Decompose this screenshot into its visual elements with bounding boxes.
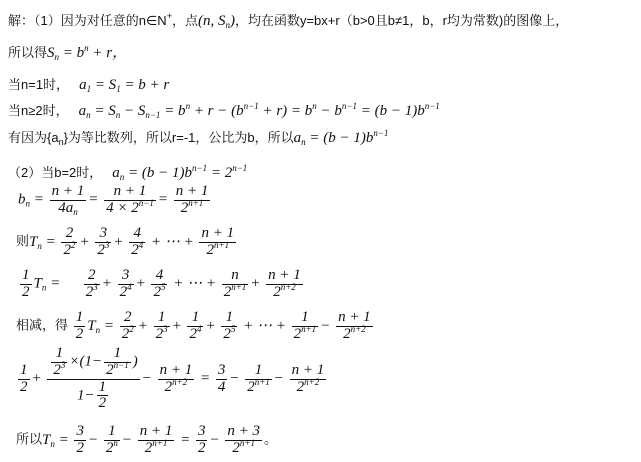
- part-2-heading: （2）当b=2时，: [8, 165, 103, 180]
- text: 有因为{a: [8, 130, 59, 145]
- fraction: $\frac{4}{2^4}$: [131, 225, 144, 258]
- formula-sn: $S_n = b^n + r$，: [47, 43, 128, 62]
- formula-general-term: $a_n = (b - 1)b^{n-1}$: [293, 128, 389, 147]
- formula-an: $a_n = S_n - S_{n-1} = b^n + r - (b^{n-1} + r) = b^n - b^{n-1} = (b - 1)b^{n-1}$: [78, 101, 440, 120]
- fraction: $\frac{1}{2^4}$: [189, 309, 202, 342]
- fraction: $\frac{3}{2}$: [197, 423, 206, 456]
- text: ，点: [171, 13, 198, 28]
- solution-line-1: [8, 11, 569, 30]
- fraction: $\frac{n}{2^{n+1}}$: [223, 267, 247, 300]
- fraction-half: $\frac{1}{2}$: [22, 267, 30, 300]
- text: 所以得: [8, 45, 48, 60]
- text: 相减，得: [16, 317, 69, 333]
- formula-an-b2: $a_n = (b - 1)b^{n-1} = 2^{n-1}$: [112, 163, 248, 182]
- fraction: $\frac{1}{2^{n+1}}$: [247, 361, 270, 395]
- condition-text: ，均在函数y=bx+r（b>0且b≠1，b，r均为常数)的图像上，: [234, 13, 569, 28]
- math-point: (n, $S_n$): [197, 13, 235, 30]
- solution-line-11: $\frac{1}{2}$ + $\frac{1}{2^3}$ ×(1− $\frac{1}{2^{n-1}}$ ) 1− $\frac{1}{2}$ − $\frac{n + 1}{2^{n+2}}$ = $\frac{3}{4}$ − $\frac{1}{2^{n+1}}$ − $\frac{n + 1}{2^{n+2}}$: [20, 345, 325, 412]
- fraction-half: $\frac{1}{2}$: [20, 361, 28, 395]
- fraction: $\frac{2}{2^2}$: [63, 225, 76, 258]
- solution-line-9: $\frac{1}{2}$ $T_n$ = $\frac{2}{2^3}$ + $\frac{3}{2^4}$ + $\frac{4}{2^5}$ + ⋯ + $\frac{n}{2^{n+1}}$ + $\frac{n + 1}{2^{n+2}}$: [22, 267, 301, 300]
- fraction: $\frac{n + 1}{2^{n+1}}$: [175, 183, 209, 216]
- formula-a1: $a_1 = S_1 = b + r$: [79, 77, 170, 94]
- solution-line-10: 相减，得 $\frac{1}{2}$ $T_n$ = $\frac{2}{2^2}$ + $\frac{1}{2^3}$ + $\frac{1}{2^4}$ + $\frac{1}{2^5}$ + ⋯ + $\frac{1}{2^{n+1}}$ − $\frac{n + 1}{2^{n+2}}$: [16, 309, 371, 342]
- fraction: $\frac{n + 1}{2^{n+2}}$: [159, 361, 193, 395]
- solution-line-4: [8, 101, 440, 120]
- fraction: $\frac{1}{2^{n+1}}$: [293, 309, 317, 342]
- compound-fraction: $\frac{1}{2^3}$ ×(1− $\frac{1}{2^{n-1}}$ ) 1− $\frac{1}{2}$: [47, 346, 139, 412]
- text: 所以: [16, 431, 43, 447]
- text: 。: [263, 431, 277, 447]
- superscript: +: [166, 11, 172, 21]
- fraction: $\frac{1}{2^n}$: [105, 423, 118, 456]
- fraction: $\frac{n + 1}{2^{n+2}}$: [291, 361, 325, 395]
- fraction: $\frac{1}{2^3}$: [155, 309, 168, 342]
- intro-text: 解：（1）因为对任意的n∈N: [8, 13, 167, 28]
- fraction: $\frac{2}{2^2}$: [121, 309, 134, 342]
- fraction: $\frac{1}{2^5}$: [223, 309, 236, 342]
- text: 则: [16, 233, 30, 249]
- fraction-half: $\frac{1}{2}$: [75, 309, 84, 342]
- solution-line-5: 有因为$\{a_n\}$为等比数列，所以r=-1，公比为b，所以$a_n = (b - 1)b^{n-1}$: [8, 128, 389, 147]
- fraction: $\frac{3}{2^4}$: [119, 267, 132, 300]
- fraction: $\frac{2}{2^3}$: [85, 267, 98, 300]
- solution-line-2: [8, 43, 128, 62]
- fraction: $\frac{n + 3}{2^{n+1}}$: [227, 423, 260, 456]
- solution-line-8: 则$T_n$ = $\frac{2}{2^2}$ + $\frac{3}{2^3}$ + $\frac{4}{2^4}$ + ⋯ + $\frac{n + 1}{2^{n+1}}$: [16, 225, 235, 258]
- fraction: $\frac{n + 1}{4 \times 2^{n-1}}$: [106, 183, 154, 216]
- fraction: $\frac{n + 1}{2^{n+1}}$: [201, 225, 235, 258]
- text: }为等比数列，所以r=-1，公比为b，所以: [63, 130, 294, 145]
- solution-line-7: $b_n$ = $\frac{n + 1}{4a_n}$ = $\frac{n + 1}{4 \times 2^{n-1}}$ = $\frac{n + 1}{2^{n+1}}$: [18, 183, 209, 217]
- fraction: $\frac{n + 1}{2^{n+2}}$: [268, 267, 301, 300]
- fraction: $\frac{n + 1}{2^{n+2}}$: [338, 309, 371, 342]
- text: 当n≥2时，: [8, 103, 69, 118]
- solution-line-6: [8, 163, 248, 182]
- fraction: $\frac{3}{2}$: [76, 423, 84, 456]
- solution-line-3: [8, 78, 169, 93]
- solution-line-12: 所以$T_n$ = $\frac{3}{2}$ − $\frac{1}{2^n}$ − $\frac{n + 1}{2^{n+1}}$ = $\frac{3}{2}$ − $\frac{n + 3}{2^{n+1}}$ 。: [16, 423, 277, 456]
- fraction: $\frac{n + 1}{2^{n+1}}$: [139, 423, 173, 456]
- text: 当n=1时，: [8, 77, 70, 92]
- fraction: $\frac{4}{2^5}$: [153, 267, 166, 300]
- fraction: $\frac{n + 1}{4a_n}$: [51, 183, 85, 217]
- fraction: $\frac{3}{2^3}$: [97, 225, 110, 258]
- fraction: $\frac{3}{4}$: [217, 361, 226, 395]
